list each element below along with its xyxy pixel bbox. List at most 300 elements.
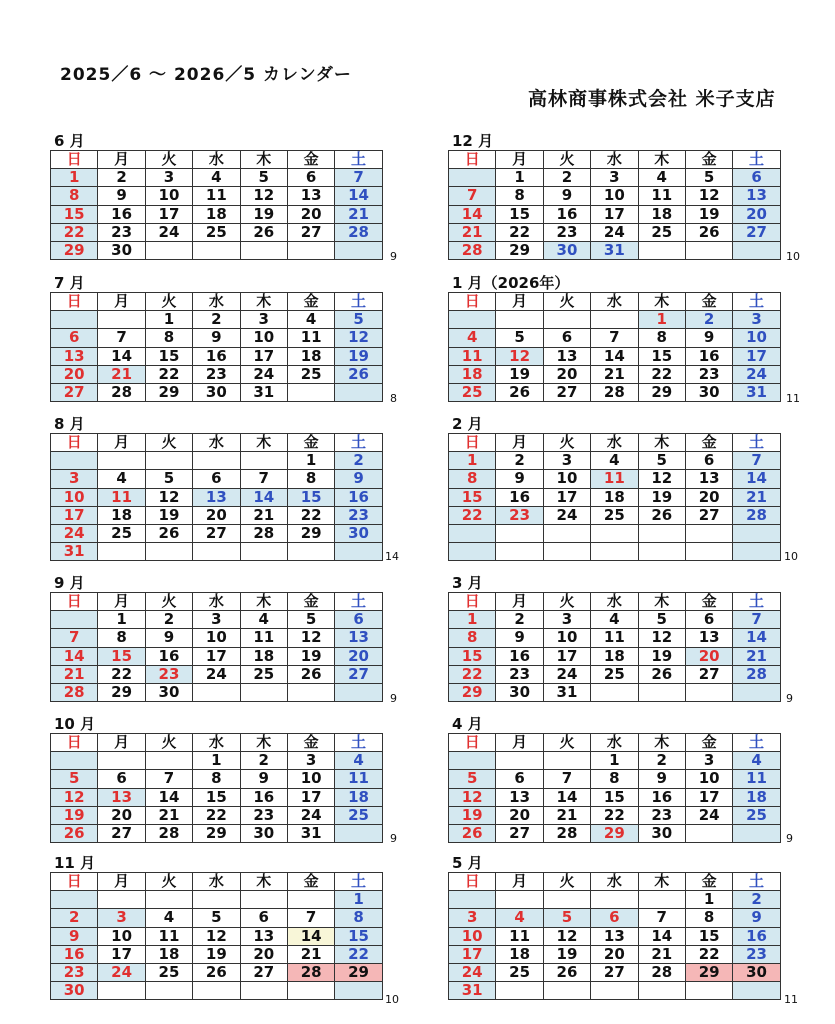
- day-cell: [51, 611, 98, 629]
- month-calendar: [448, 132, 773, 260]
- day-cell: [685, 982, 732, 1000]
- day-cell: 9: [496, 470, 543, 488]
- month-table: [448, 433, 781, 561]
- day-cell: 11: [638, 187, 685, 205]
- day-cell: 16: [51, 945, 98, 963]
- day-cell: 1: [685, 891, 732, 909]
- weekday-header: 木: [638, 734, 685, 752]
- day-cell: [335, 543, 382, 561]
- weekday-header: 木: [240, 293, 287, 311]
- day-cell: [496, 752, 543, 770]
- day-cell: 6: [51, 329, 98, 347]
- day-cell: 24: [543, 665, 590, 683]
- month-title: 2 月: [452, 415, 483, 433]
- day-cell: 17: [98, 945, 145, 963]
- day-cell: [591, 891, 638, 909]
- month-calendar: [448, 854, 773, 1000]
- weekday-header: 金: [287, 873, 334, 891]
- day-cell: [51, 891, 98, 909]
- day-cell: [193, 683, 240, 701]
- day-cell: 20: [543, 365, 590, 383]
- day-cell: 18: [638, 205, 685, 223]
- day-cell: 3: [591, 169, 638, 187]
- day-cell: 25: [98, 524, 145, 542]
- day-cell: 30: [145, 683, 192, 701]
- day-cell: 13: [543, 347, 590, 365]
- day-cell: [145, 543, 192, 561]
- day-cell: 26: [335, 365, 382, 383]
- day-cell: 20: [287, 205, 334, 223]
- day-cell: 20: [733, 205, 780, 223]
- day-cell: [638, 524, 685, 542]
- day-cell: [193, 452, 240, 470]
- weekday-header: 土: [335, 434, 382, 452]
- day-cell: 9: [685, 329, 732, 347]
- day-cell: [591, 982, 638, 1000]
- day-cell: [733, 824, 780, 842]
- day-cell: 29: [51, 241, 98, 259]
- day-cell: 25: [496, 963, 543, 981]
- day-cell: [51, 311, 98, 329]
- day-cell: 17: [240, 347, 287, 365]
- day-cell: 30: [240, 824, 287, 842]
- day-cell: [638, 683, 685, 701]
- month-table: [50, 433, 383, 561]
- day-cell: 14: [638, 927, 685, 945]
- weekday-header: 金: [685, 734, 732, 752]
- day-cell: 23: [733, 945, 780, 963]
- weekday-header: 日: [51, 734, 98, 752]
- day-cell: 3: [240, 311, 287, 329]
- weekday-header: 土: [733, 593, 780, 611]
- weekday-header: 火: [543, 151, 590, 169]
- day-cell: 11: [591, 470, 638, 488]
- day-cell: 19: [145, 506, 192, 524]
- weekday-header: 金: [685, 873, 732, 891]
- day-cell: 10: [287, 770, 334, 788]
- weekday-header: 水: [591, 293, 638, 311]
- day-cell: 14: [733, 629, 780, 647]
- day-cell: 3: [145, 169, 192, 187]
- day-cell: 5: [287, 611, 334, 629]
- day-cell: 22: [335, 945, 382, 963]
- day-cell: 24: [145, 223, 192, 241]
- day-cell: 16: [98, 205, 145, 223]
- day-cell: 22: [145, 365, 192, 383]
- day-cell: [335, 982, 382, 1000]
- month-calendar: [50, 715, 375, 843]
- day-cell: [287, 383, 334, 401]
- weekday-header: 月: [98, 434, 145, 452]
- day-cell: 30: [335, 524, 382, 542]
- day-cell: 17: [733, 347, 780, 365]
- weekday-header: 月: [496, 873, 543, 891]
- workday-count: 14: [385, 550, 399, 563]
- day-cell: 21: [287, 945, 334, 963]
- day-cell: 6: [193, 470, 240, 488]
- day-cell: [685, 241, 732, 259]
- day-cell: [638, 982, 685, 1000]
- month-table: [448, 733, 781, 843]
- weekday-header: 木: [638, 151, 685, 169]
- day-cell: 25: [733, 806, 780, 824]
- day-cell: 11: [287, 329, 334, 347]
- day-cell: 21: [449, 223, 496, 241]
- day-cell: 7: [543, 770, 590, 788]
- day-cell: 23: [335, 506, 382, 524]
- day-cell: 13: [591, 927, 638, 945]
- day-cell: 30: [51, 982, 98, 1000]
- day-cell: 2: [543, 169, 590, 187]
- day-cell: 1: [51, 169, 98, 187]
- day-cell: 12: [543, 927, 590, 945]
- weekday-header: 火: [543, 293, 590, 311]
- day-cell: 2: [638, 752, 685, 770]
- day-cell: 3: [543, 452, 590, 470]
- day-cell: 9: [98, 187, 145, 205]
- day-cell: [98, 752, 145, 770]
- day-cell: [449, 543, 496, 561]
- month-title: 5 月: [452, 854, 483, 872]
- day-cell: 9: [638, 770, 685, 788]
- weekday-header: 土: [335, 293, 382, 311]
- weekday-header: 水: [591, 873, 638, 891]
- day-cell: [145, 452, 192, 470]
- weekday-header: 日: [51, 434, 98, 452]
- day-cell: 22: [287, 506, 334, 524]
- day-cell: 16: [145, 647, 192, 665]
- month-table: [50, 592, 383, 702]
- workday-count: 9: [786, 692, 793, 705]
- weekday-header: 日: [449, 293, 496, 311]
- day-cell: 17: [145, 205, 192, 223]
- day-cell: 6: [685, 611, 732, 629]
- weekday-header: 月: [496, 151, 543, 169]
- day-cell: 29: [287, 524, 334, 542]
- weekday-header: 水: [591, 151, 638, 169]
- day-cell: 26: [638, 506, 685, 524]
- weekday-header: 火: [145, 434, 192, 452]
- day-cell: [98, 543, 145, 561]
- weekday-header: 月: [98, 593, 145, 611]
- day-cell: 6: [98, 770, 145, 788]
- day-cell: 6: [496, 770, 543, 788]
- day-cell: 18: [193, 205, 240, 223]
- day-cell: 16: [335, 488, 382, 506]
- day-cell: [449, 524, 496, 542]
- day-cell: 18: [591, 488, 638, 506]
- day-cell: 30: [733, 963, 780, 981]
- day-cell: 27: [685, 506, 732, 524]
- day-cell: 1: [449, 452, 496, 470]
- day-cell: 22: [51, 223, 98, 241]
- day-cell: [496, 891, 543, 909]
- day-cell: 2: [685, 311, 732, 329]
- day-cell: [685, 683, 732, 701]
- day-cell: 7: [733, 452, 780, 470]
- day-cell: 15: [591, 788, 638, 806]
- day-cell: 18: [496, 945, 543, 963]
- day-cell: 26: [685, 223, 732, 241]
- month-calendar: [50, 415, 375, 561]
- day-cell: 27: [591, 963, 638, 981]
- weekday-header: 金: [287, 434, 334, 452]
- day-cell: 31: [591, 241, 638, 259]
- day-cell: 29: [449, 683, 496, 701]
- day-cell: 1: [98, 611, 145, 629]
- day-cell: 9: [335, 470, 382, 488]
- weekday-header: 日: [51, 593, 98, 611]
- weekday-header: 日: [51, 151, 98, 169]
- day-cell: 13: [193, 488, 240, 506]
- day-cell: 9: [496, 629, 543, 647]
- day-cell: [335, 241, 382, 259]
- day-cell: 6: [591, 909, 638, 927]
- day-cell: [51, 452, 98, 470]
- month-calendar: [448, 415, 773, 561]
- day-cell: 23: [543, 223, 590, 241]
- day-cell: 23: [685, 365, 732, 383]
- day-cell: 21: [638, 945, 685, 963]
- month-title: 4 月: [452, 715, 483, 733]
- day-cell: 20: [335, 647, 382, 665]
- day-cell: 8: [638, 329, 685, 347]
- day-cell: 29: [496, 241, 543, 259]
- month-title: 9 月: [54, 574, 85, 592]
- day-cell: 15: [193, 788, 240, 806]
- day-cell: [685, 524, 732, 542]
- day-cell: 11: [733, 770, 780, 788]
- weekday-header: 水: [591, 734, 638, 752]
- weekday-header: 金: [287, 151, 334, 169]
- workday-count: 10: [784, 550, 798, 563]
- day-cell: 8: [145, 329, 192, 347]
- day-cell: 21: [591, 365, 638, 383]
- day-cell: 3: [193, 611, 240, 629]
- day-cell: 21: [240, 506, 287, 524]
- day-cell: 10: [543, 470, 590, 488]
- day-cell: 23: [51, 963, 98, 981]
- day-cell: 21: [98, 365, 145, 383]
- day-cell: 4: [733, 752, 780, 770]
- day-cell: 27: [98, 824, 145, 842]
- day-cell: [240, 891, 287, 909]
- day-cell: 29: [145, 383, 192, 401]
- day-cell: 29: [591, 824, 638, 842]
- day-cell: 14: [51, 647, 98, 665]
- day-cell: 15: [496, 205, 543, 223]
- weekday-header: 月: [98, 873, 145, 891]
- day-cell: 9: [145, 629, 192, 647]
- day-cell: 10: [685, 770, 732, 788]
- day-cell: 19: [496, 365, 543, 383]
- day-cell: 25: [449, 383, 496, 401]
- month-title: 6 月: [54, 132, 85, 150]
- day-cell: 8: [449, 470, 496, 488]
- day-cell: 15: [449, 488, 496, 506]
- day-cell: [335, 383, 382, 401]
- company-name: 高林商事株式会社 米子支店: [528, 88, 776, 110]
- day-cell: 17: [591, 205, 638, 223]
- day-cell: [98, 311, 145, 329]
- weekday-header: 日: [449, 873, 496, 891]
- day-cell: 26: [145, 524, 192, 542]
- day-cell: 29: [335, 963, 382, 981]
- day-cell: 28: [449, 241, 496, 259]
- day-cell: 9: [193, 329, 240, 347]
- day-cell: 16: [496, 488, 543, 506]
- day-cell: 19: [449, 806, 496, 824]
- day-cell: 22: [591, 806, 638, 824]
- day-cell: 31: [449, 982, 496, 1000]
- weekday-header: 金: [287, 734, 334, 752]
- day-cell: 31: [240, 383, 287, 401]
- day-cell: 10: [240, 329, 287, 347]
- day-cell: 25: [287, 365, 334, 383]
- day-cell: 28: [733, 506, 780, 524]
- day-cell: [287, 982, 334, 1000]
- day-cell: 5: [543, 909, 590, 927]
- day-cell: 7: [449, 187, 496, 205]
- day-cell: 25: [335, 806, 382, 824]
- day-cell: 3: [51, 470, 98, 488]
- day-cell: 11: [193, 187, 240, 205]
- day-cell: 30: [193, 383, 240, 401]
- day-cell: 19: [287, 647, 334, 665]
- day-cell: 2: [98, 169, 145, 187]
- day-cell: 26: [240, 223, 287, 241]
- day-cell: 8: [449, 629, 496, 647]
- day-cell: 8: [193, 770, 240, 788]
- day-cell: [51, 752, 98, 770]
- weekday-header: 水: [193, 151, 240, 169]
- day-cell: 2: [193, 311, 240, 329]
- day-cell: 24: [287, 806, 334, 824]
- day-cell: [685, 824, 732, 842]
- day-cell: 22: [496, 223, 543, 241]
- weekday-header: 土: [733, 434, 780, 452]
- day-cell: 22: [449, 506, 496, 524]
- day-cell: 13: [685, 629, 732, 647]
- day-cell: 12: [335, 329, 382, 347]
- weekday-header: 月: [496, 593, 543, 611]
- day-cell: 8: [51, 187, 98, 205]
- day-cell: 31: [543, 683, 590, 701]
- month-table: [448, 872, 781, 1000]
- day-cell: 13: [98, 788, 145, 806]
- day-cell: 22: [98, 665, 145, 683]
- day-cell: 10: [51, 488, 98, 506]
- day-cell: 11: [496, 927, 543, 945]
- day-cell: 10: [543, 629, 590, 647]
- day-cell: 29: [685, 963, 732, 981]
- day-cell: 28: [543, 824, 590, 842]
- day-cell: 17: [287, 788, 334, 806]
- weekday-header: 水: [193, 434, 240, 452]
- day-cell: 17: [543, 647, 590, 665]
- day-cell: 19: [335, 347, 382, 365]
- day-cell: 20: [591, 945, 638, 963]
- day-cell: 1: [638, 311, 685, 329]
- day-cell: [145, 891, 192, 909]
- day-cell: 28: [145, 824, 192, 842]
- day-cell: 13: [335, 629, 382, 647]
- day-cell: [449, 891, 496, 909]
- day-cell: 18: [240, 647, 287, 665]
- month-calendar: [448, 274, 773, 402]
- weekday-header: 木: [240, 873, 287, 891]
- weekday-header: 月: [496, 434, 543, 452]
- weekday-header: 水: [591, 593, 638, 611]
- day-cell: 4: [240, 611, 287, 629]
- day-cell: 25: [240, 665, 287, 683]
- day-cell: 5: [638, 611, 685, 629]
- month-table: [50, 872, 383, 1000]
- day-cell: 20: [685, 488, 732, 506]
- day-cell: 15: [449, 647, 496, 665]
- month-calendar: [50, 274, 375, 402]
- day-cell: 21: [145, 806, 192, 824]
- day-cell: 16: [240, 788, 287, 806]
- day-cell: [733, 524, 780, 542]
- day-cell: 27: [543, 383, 590, 401]
- day-cell: 12: [638, 629, 685, 647]
- month-table: [50, 292, 383, 402]
- day-cell: 25: [591, 665, 638, 683]
- day-cell: 17: [449, 945, 496, 963]
- weekday-header: 火: [543, 593, 590, 611]
- day-cell: [591, 683, 638, 701]
- weekday-header: 月: [496, 293, 543, 311]
- day-cell: 11: [240, 629, 287, 647]
- day-cell: 12: [638, 470, 685, 488]
- day-cell: 19: [543, 945, 590, 963]
- weekday-header: 水: [591, 434, 638, 452]
- month-calendar: [50, 574, 375, 702]
- day-cell: 5: [685, 169, 732, 187]
- day-cell: [98, 891, 145, 909]
- day-cell: 21: [335, 205, 382, 223]
- day-cell: 19: [240, 205, 287, 223]
- day-cell: 7: [287, 909, 334, 927]
- day-cell: [543, 982, 590, 1000]
- month-title: 11 月: [54, 854, 96, 872]
- day-cell: 10: [98, 927, 145, 945]
- day-cell: 27: [240, 963, 287, 981]
- day-cell: [496, 982, 543, 1000]
- day-cell: 4: [496, 909, 543, 927]
- day-cell: [145, 241, 192, 259]
- day-cell: 5: [51, 770, 98, 788]
- day-cell: 7: [51, 629, 98, 647]
- day-cell: 2: [496, 611, 543, 629]
- weekday-header: 水: [193, 593, 240, 611]
- day-cell: [193, 982, 240, 1000]
- day-cell: 2: [51, 909, 98, 927]
- day-cell: 14: [591, 347, 638, 365]
- day-cell: [543, 752, 590, 770]
- day-cell: 2: [496, 452, 543, 470]
- day-cell: 27: [335, 665, 382, 683]
- day-cell: 27: [733, 223, 780, 241]
- day-cell: 24: [543, 506, 590, 524]
- day-cell: 4: [449, 329, 496, 347]
- day-cell: 28: [733, 665, 780, 683]
- month-table: [50, 733, 383, 843]
- weekday-header: 木: [638, 434, 685, 452]
- day-cell: 2: [240, 752, 287, 770]
- day-cell: [193, 241, 240, 259]
